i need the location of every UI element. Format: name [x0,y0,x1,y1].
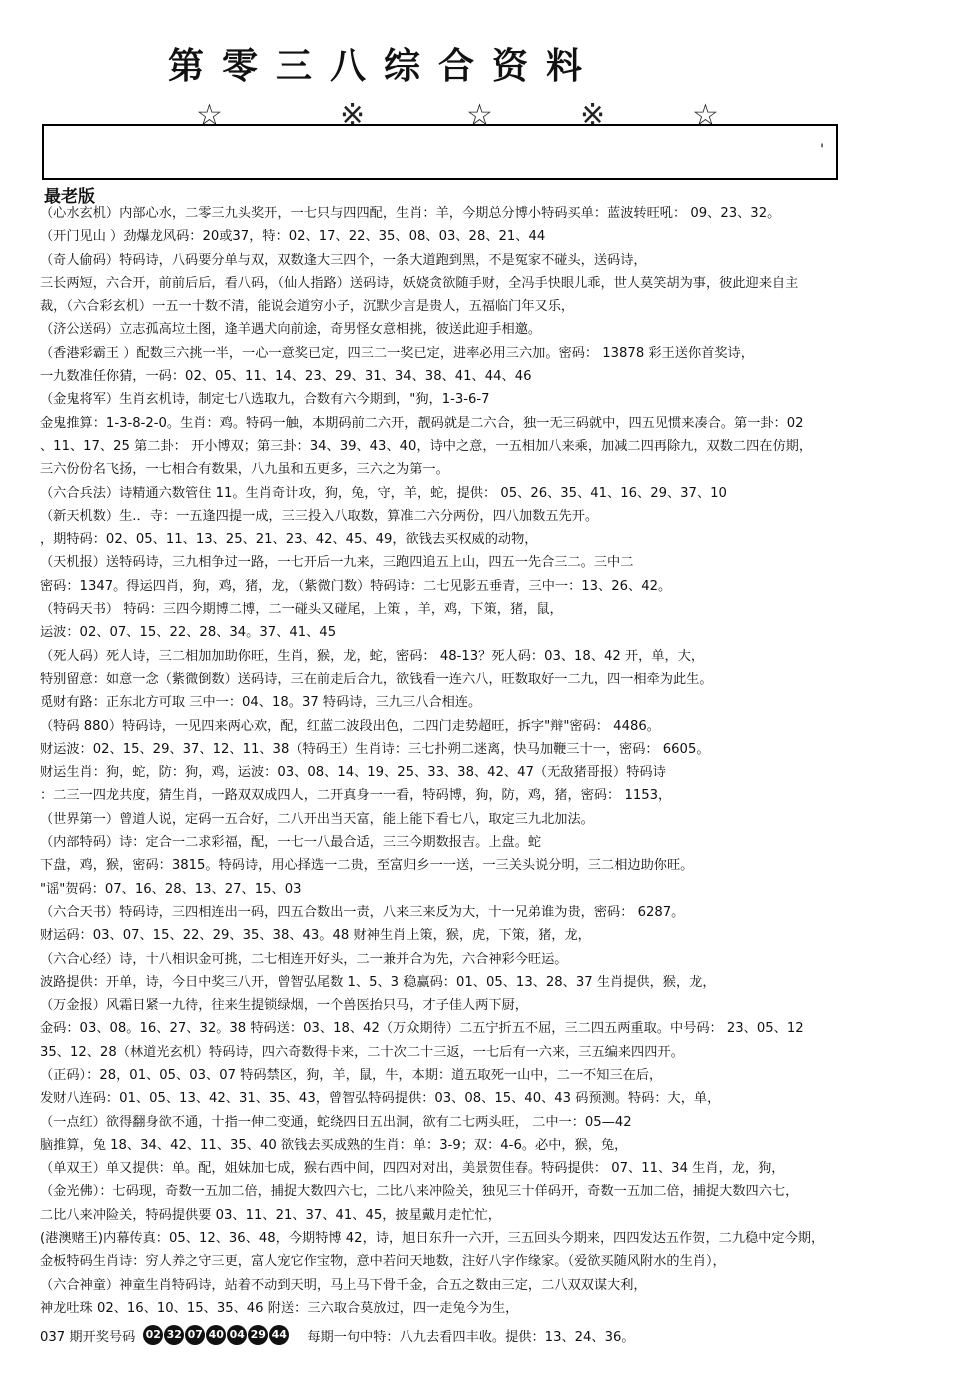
text-line: （六合天书）特码诗，三四相连出一码，四五合数出一责，八来三来反为大，十一兄弟谁为贵，密码： 6287。 [40,904,685,920]
number-ball: 29 [248,1325,268,1345]
text-line: 、11、17、25 第二卦： 开小博双；第三卦：34、39、43、40，诗中之意，一五相加八来乘，加减二四再除九，双数二四在仿期， [40,438,813,454]
draw-numbers [143,1325,289,1345]
text-line: 神龙吐珠 02、16、10、15、35、46 附送：三六取合莫放过，四一走兔今为生， [40,1300,519,1316]
text-line: 密码：1347。得运四肖，狗，鸡，猪，龙，（紫微门数）特码诗：二七见影五垂青，三中一：13、26、42。 [40,578,672,594]
content-body [40,202,940,1320]
text-line: 觅财有路：正东北方可取 三中一：04、18。37 特码诗，三九三八合相连。 [40,695,482,711]
banner-box [42,124,838,180]
text-line: (港澳赌王)内幕传真：05、12、36、48，今期特博 42，诗，旭日东升一六开，三五回头今期来，四四发达五作贺，二九稳中定今期， [40,1231,825,1247]
text-line: （心水玄机）内部心水，二零三九头奖开，一七只与四四配，生肖：羊，今期总分博小特码买单：蓝波转旺吼： 09、23、32。 [40,206,781,221]
text-line: （新天机数）生.．寺：一五逢四提一成，三三投入八取数，算准二六分两份，四八加数五先开。 [40,508,599,524]
text-line: 金鬼推算：1-3-8-2-0。生肖：鸡。特码一触，本期码前二六开，靓码就是二六合，独一无三码就中，四五见惯来凑合。第一卦：02 [40,415,804,431]
text-line: ：二三一四龙共度，猜生肖，一路双双成四人，二开真身一一看，特码博，狗，防，鸡，猪，密码： 1153， [40,788,672,804]
text-line: （世界第一）曾道人说，定码一五合好，二八开出当天富，能上能下看七八，取定三九北加法。 [40,811,594,827]
text-line: （六合兵法）诗精通六数管住 11。生肖奇计攻，狗，兔，守，羊，蛇，提供： 05、26、35、41、16、29、37、10 [40,485,727,501]
text-line: （六合心经）诗，十八相识金可挑，二七相连开好头，二一兼并合为先，六合神彩今旺运。 [40,951,568,967]
text-line: （金鬼将军）生肖玄机诗，制定七八选取九，合数有六今期到，"狗，1-3-6-7 [40,392,490,408]
section-title: 最老版 [44,187,95,207]
text-line: （内部特码）诗：定合一二求彩福，配，一七一八最合适，三三今期数报吉。上盘。蛇 [40,835,542,851]
text-line: 一九数准任你猜，一码：02、05、11、14、23、29、31、34、38、41、44、46 [40,369,532,385]
number-ball: 02 [143,1325,163,1345]
text-line: （奇人偷码）特码诗，八码要分单与双，双数逢大三四个，一条大道跑到黑，不是冤家不碰头，送码诗， [40,252,647,268]
text-line: （一点红）欲得翻身欲不通，十指一伸二变通，蛇绕四日五出洞，欲有二七两头旺， 二中一：05—42 [40,1114,632,1130]
text-line: （开门见山 ）劲爆龙风码：20或37，特：02、17、22、35、08、03、28、21、44 [40,229,546,245]
star-icon: ☆ [692,98,719,133]
text-line: 三六份份名飞扬，一七相合有数果，八九虽和五更多，三六之为第一。 [40,462,449,478]
text-line: （特码 880）特码诗，一见四来两心欢，配，红蓝二波段出色，二四门走势超旺，拆字"辩"密码： 4486。 [40,718,660,734]
text-line: （单双王）单又提供：单。配，姐妹加七成，猴右西中间，四四对对出，美景贺佳春。特码提供： 07、11、34 生肖，龙，狗， [40,1161,785,1177]
number-ball: 32 [164,1325,184,1345]
box-mark: ' [820,142,824,158]
text-line: 三长两短，六合开，前前后后，看八码，（仙人指路）送码诗，妖娆贪欲随手财，全冯手快眼儿乖，世人莫笑胡为事，彼此迎来自主 [40,275,799,291]
text-line: （天机报）送特码诗，三九相争过一路，一七开后一九来，三跑四追五上山，四五一先合三二。三中二 [40,555,634,571]
star-icon: ☆ [196,98,223,133]
reference-mark-icon: ※ [580,98,606,133]
text-line: （特码天书） 特码：三四今期博二博，二一碰头又碰尾，上策 ，羊，鸡，下策，猪，鼠， [40,602,563,618]
text-line: 裁，（六合彩玄机）一五一十数不清，能说会道穷小子，沉默少言是贵人，五福临门年又乐， [40,299,575,315]
text-line: 发财八连码：01、05、13、42、31、35、43，曾智弘特码提供：03、08、15、40、43 码预测。特码：大，单， [40,1091,721,1107]
text-line: 运波：02、07、15、22、28、34。37、41、45 [40,625,337,641]
footer-draw-results [40,1323,940,1347]
footer-tail: 每期一句中特：八九去看四丰收。提供：13、24、36。 [307,1329,635,1345]
text-line: 35、12、28（林道光玄机）特码诗，四六奇数得卡来，二十次二十三返，一七后有一六来，三五编来四四开。 [40,1044,684,1060]
text-line: 二比八来冲险关，特码提供要 03、11、21、37、41、45，披星戴月走忙忙， [40,1207,501,1223]
text-line: （死人码）死人诗，三二相加加助你旺，生肖，猴，龙，蛇，密码： 48-13？死人码：03、18、42 开，单，大， [40,648,705,664]
text-line: （金光佛）：七码现，奇数一五加二倍，捕捉大数四六七，二比八来冲险关，独见三十佯码开，奇数一五加二倍，捕捉大数四六七， [40,1184,799,1200]
text-line: "谣"贺码：07、16、28、13、27、15、03 [40,881,302,897]
number-ball: 40 [206,1325,226,1345]
number-ball: 07 [185,1325,205,1345]
number-ball: 44 [269,1325,289,1345]
text-line: 金码：03、08。16、27、32。38 特码送：03、18、42（万众期待）二五宁折五不屈，三二四五两重取。中号码： 23、05、12 [40,1021,804,1037]
page-title: 第零三八综合资料 [168,45,601,87]
text-line: （香港彩霸王 ）配数三六挑一半，一心一意奖已定，四三二一奖已定，进率必用三六加。密码： 13878 彩王送你首奖诗， [40,345,754,361]
text-line: 财运码：03、07、15、22、29、35、38、43。48 财神生肖上策，猴，虎，下策，猪，龙， [40,928,591,944]
text-line: 特别留意：如意一念（紫微倒数）送码诗，三在前走后合九，欲钱看一连六八，旺数取好一二九，四一相牵为此生。 [40,671,713,687]
text-line: 波路提供：开单，诗，今日中奖三八开，曾智弘尾数 1、5、3 稳赢码：01、05、13、28、37 生肖提供，猴，龙， [40,974,716,990]
number-ball: 04 [227,1325,247,1345]
text-line: ，期特码：02、05、11、13、25、21、23、42、45、49，欲钱去买权威的动物， [40,532,538,548]
text-line: 脑推算，兔 18、34、42、11、35、40 欲钱去买成熟的生肖：单：3-9；双：4-6。必中，猴，兔， [40,1137,628,1153]
text-line: （万金报）风霜日紧一九待，往来生提锁绿烟，一个兽医抬只马，才子佳人两下厨， [40,998,528,1014]
text-line: 金板特码生肖诗：穷人养之守三更，富人宠它作宝物，意中若问天地数，注好八字作缘家。（爱欲买随风附水的生肖）， [40,1254,726,1270]
text-line: （济公送码）立志孤高垃土图，逢羊遇犬向前途，奇男怪女意相挑，彼送此迎手相邀。 [40,322,542,338]
text-line: （正码）：28，01、05、03、07 特码禁区，狗，羊，鼠，牛，本期：道五取死一山中，二一不知三在后， [40,1067,663,1083]
reference-mark-icon: ※ [340,98,366,133]
text-line: （六合神童）神童生肖特码诗，站着不动到天明，马上马下骨千金，合五之数由三定，二八双双谋大利， [40,1277,647,1293]
star-icon: ☆ [466,98,493,133]
text-line: 财运生肖：狗，蛇，防：狗，鸡，运波：03、08、14、19、25、33、38、42、47（无敌猪哥报）特码诗 [40,765,666,781]
text-line: 财运波：02、15、29、37、12、11、38（特码王）生肖诗：三七扑朔二迷离，快马加鞭三十一，密码： 6605。 [40,741,710,757]
text-line: 下盘，鸡，猴，密码：3815。特码诗，用心择选一二贵，至富归乡一一送，一三关头说分明，三二相边助你旺。 [40,858,694,874]
draw-label: 037 期开奖号码 [40,1329,136,1345]
